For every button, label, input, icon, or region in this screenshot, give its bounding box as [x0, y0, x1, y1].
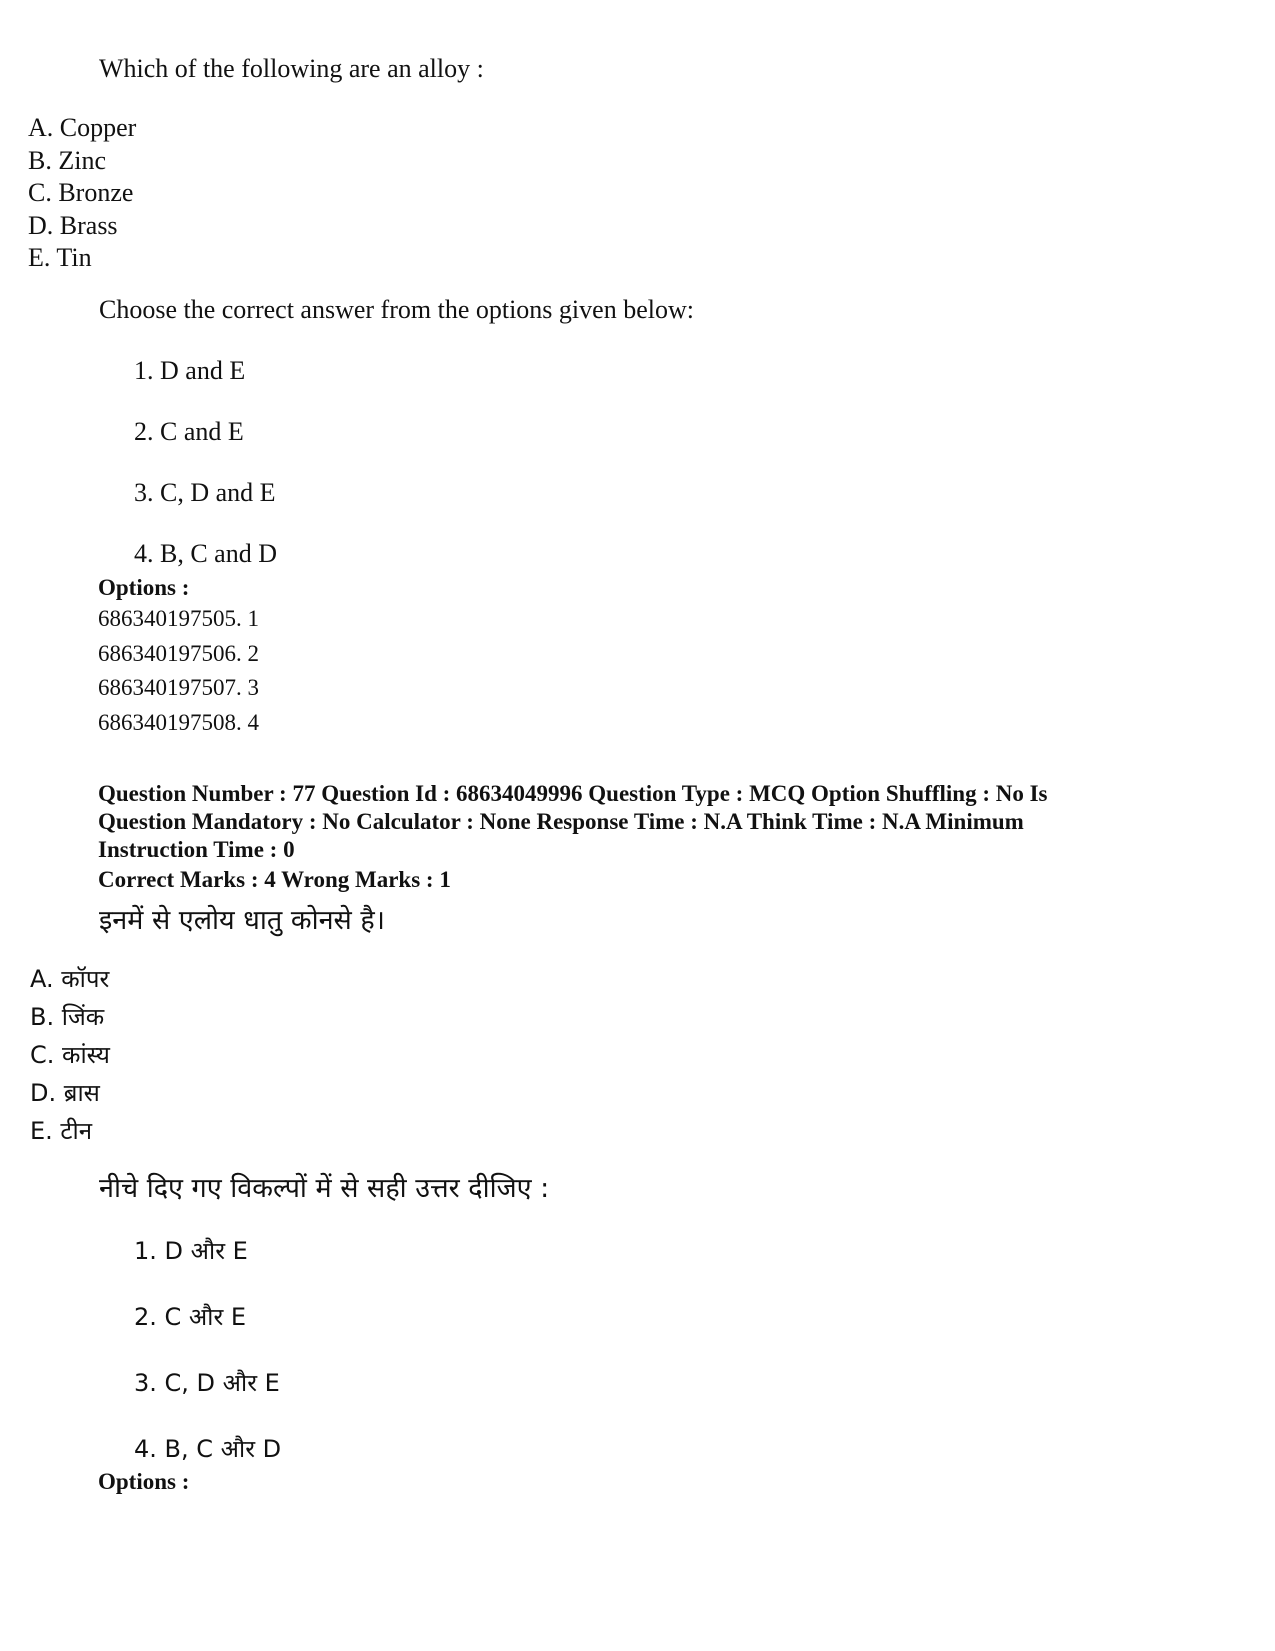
options-label: Options :	[98, 1469, 190, 1494]
options-label: Options :	[98, 575, 190, 600]
statement-list	[0, 112, 137, 275]
option-id-list	[0, 602, 259, 740]
option-id: 686340197506. 2	[98, 640, 259, 666]
answer-choice: 3. C, D और E	[134, 1369, 280, 1397]
statement-item: E. टीन	[30, 1117, 93, 1145]
statement-item: A. कॉपर	[30, 965, 110, 993]
statement-item: B. जिंक	[30, 1003, 105, 1031]
answer-choice: 4. B, C and D	[134, 539, 277, 568]
meta-line: Instruction Time : 0	[98, 837, 295, 862]
instruction-text-hindi: नीचे दिए गए विकल्पों में से सही उत्तर दीजिए :	[99, 1173, 550, 1204]
answer-choice: 2. C and E	[134, 417, 244, 446]
option-id: 686340197508. 4	[98, 709, 259, 735]
question-text-hindi: इनमें से एलोय धातु कोनसे है।	[99, 905, 385, 936]
statement-item: B. Zinc	[28, 145, 106, 175]
meta-line: Question Number : 77 Question Id : 68634049996 Question Type : MCQ Option Shuffling : No Is	[98, 781, 1048, 806]
statement-item: C. Bronze	[28, 178, 134, 207]
statement-list-hindi	[0, 960, 110, 1150]
option-id: 686340197507. 3	[98, 675, 259, 700]
answer-choice: 2. C और E	[134, 1303, 247, 1331]
answer-choice: 1. D और E	[134, 1237, 248, 1265]
statement-item: A. Copper	[28, 113, 137, 142]
answer-choice: 1. D and E	[134, 356, 246, 385]
statement-item: D. ब्रास	[30, 1079, 100, 1107]
statement-item: D. Brass	[28, 210, 118, 240]
question-meta	[0, 780, 1048, 864]
question-text: Which of the following are an alloy :	[99, 54, 484, 83]
meta-line: Question Mandatory : No Calculator : None Response Time : N.A Think Time : N.A Minimum	[98, 809, 1024, 834]
marks-line: Correct Marks : 4 Wrong Marks : 1	[98, 867, 451, 892]
answer-choice: 3. C, D and E	[134, 478, 276, 507]
option-id: 686340197505. 1	[98, 606, 259, 631]
instruction-text: Choose the correct answer from the options given below:	[99, 295, 694, 324]
answer-choice: 4. B, C और D	[134, 1435, 282, 1463]
statement-item: E. Tin	[28, 243, 92, 272]
statement-item: C. कांस्य	[30, 1041, 110, 1069]
